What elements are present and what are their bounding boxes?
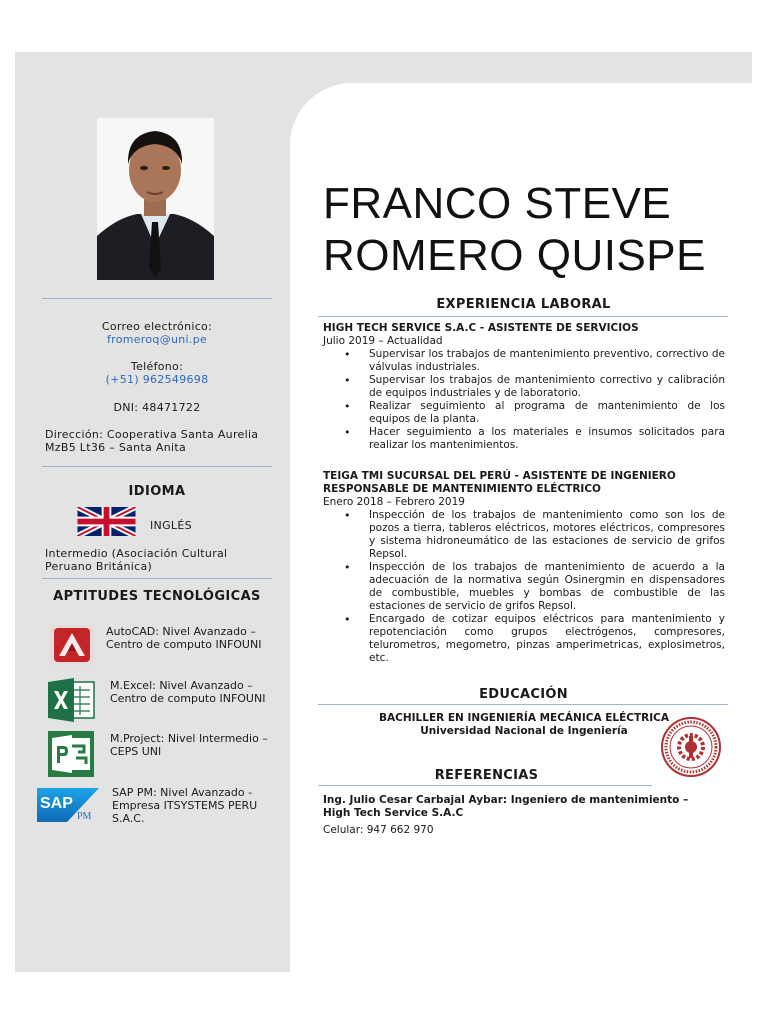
divider (42, 578, 272, 579)
excel-icon (46, 677, 96, 723)
address-text: Dirección: Cooperativa Santa Aurelia MzB5 Lt36 – Santa Anita (45, 428, 259, 454)
job-title: HIGH TECH SERVICE S.A.C - ASISTENTE DE SERVICIOS (323, 322, 639, 334)
degree-title: BACHILLER EN INGENIERÍA MECÁNICA ELÉCTRICA (379, 712, 669, 724)
sap-logo-text: SAP (40, 795, 73, 812)
divider (318, 785, 652, 786)
autocad-icon (50, 625, 94, 665)
phone-label: Teléfono: (130, 360, 184, 373)
skill-item (36, 786, 276, 831)
divider (318, 704, 728, 705)
job-bullet: • Encargado de cotizar equipos eléctricos para mantenimiento y repotenciación como grupos electrógenos, compresores, telurometros, megometro, pinzas amperimetricas, explosimetros, etc. (369, 613, 725, 665)
divider (42, 298, 272, 299)
experience-heading: EXPERIENCIA LABORAL (436, 297, 611, 312)
job-bullet: • Supervisar los trabajos de mantenimiento correctivo y calibración de equipos industriales y de laboratorio. (369, 374, 725, 400)
references-heading: REFERENCIAS (434, 768, 539, 783)
language-name: INGLÉS (150, 519, 192, 532)
job-bullet: • Realizar seguimiento al programa de mantenimiento de los equipos de la planta. (369, 400, 725, 426)
job-title: TEIGA TMI SUCURSAL DEL PERÚ - ASISTENTE DE INGENIERO RESPONSABLE DE MANTENIMIENTO ELÉCTRICO (323, 470, 676, 495)
dni-text: DNI: 48471722 (113, 401, 201, 414)
sap-logo-suffix: PM (77, 811, 92, 822)
university-name: Universidad Nacional de Ingeniería (420, 725, 628, 737)
job-bullet: • Supervisar los trabajos de mantenimiento preventivo, correctivo de válvulas industriales. (369, 348, 725, 374)
university-seal-icon (660, 716, 722, 778)
skill-item (36, 730, 276, 778)
job-bullet: • Hacer seguimiento a los materiales e insumos solicitados para realizar los mantenimientos. (369, 426, 725, 452)
job-period: Julio 2019 – Actualidad (323, 335, 443, 347)
skills-heading: APTITUDES TECNOLÓGICAS (53, 589, 261, 604)
job-bullet: • Inspección de los trabajos de mantenimiento como son los de pozos a tierra, tableros eléctricos, motores eléctricos, compresores y sistema hidroneumático de las estaciones de servicio de grifos Repsol. (369, 509, 725, 561)
project-icon (46, 730, 96, 778)
job-bullets (323, 348, 725, 452)
language-heading: IDIOMA (128, 484, 186, 499)
job-period: Enero 2018 – Febrero 2019 (323, 496, 465, 508)
profile-photo (97, 118, 214, 280)
language-level: Intermedio (Asociación Cultural Peruano Británica) (45, 547, 228, 573)
email-label: Correo electrónico: (101, 320, 213, 333)
phone-link[interactable]: (+51) 962549698 (105, 373, 209, 386)
skill-text: AutoCAD: Nivel Avanzado – Centro de computo INFOUNI (106, 625, 262, 651)
name-line-1: FRANCO STEVE (323, 179, 672, 228)
education-heading: EDUCACIÓN (479, 687, 568, 702)
skill-text: M.Project: Nivel Intermedio – CEPS UNI (110, 732, 268, 758)
job-bullet: • Inspección de los trabajos de mantenimiento de acuerdo a la adecuación de la normativa según Osinergmin en dispensadores de combustible, muebles y bombas de combustible de las estaciones de servicio de grifos Repsol. (369, 561, 725, 613)
uk-flag-icon (76, 507, 137, 536)
skill-item (36, 625, 276, 670)
name-line-2: ROMERO QUISPE (323, 231, 706, 280)
job-bullets (323, 509, 725, 665)
skill-text: M.Excel: Nivel Avanzado – Centro de computo INFOUNI (110, 679, 266, 705)
divider (42, 466, 272, 467)
candidate-name (323, 178, 743, 282)
divider (318, 316, 728, 317)
email-link[interactable]: fromeroq@uni.pe (106, 333, 208, 346)
sap-icon (37, 788, 99, 822)
reference-person: Ing. Julio Cesar Carbajal Aybar: Ingeniero de mantenimiento – High Tech Service S.A.C (323, 794, 689, 819)
reference-phone: Celular: 947 662 970 (323, 824, 434, 836)
skill-text: SAP PM: Nivel Avanzado - Empresa ITSYSTEMS PERU S.A.C. (112, 786, 258, 825)
skill-item (36, 677, 276, 725)
